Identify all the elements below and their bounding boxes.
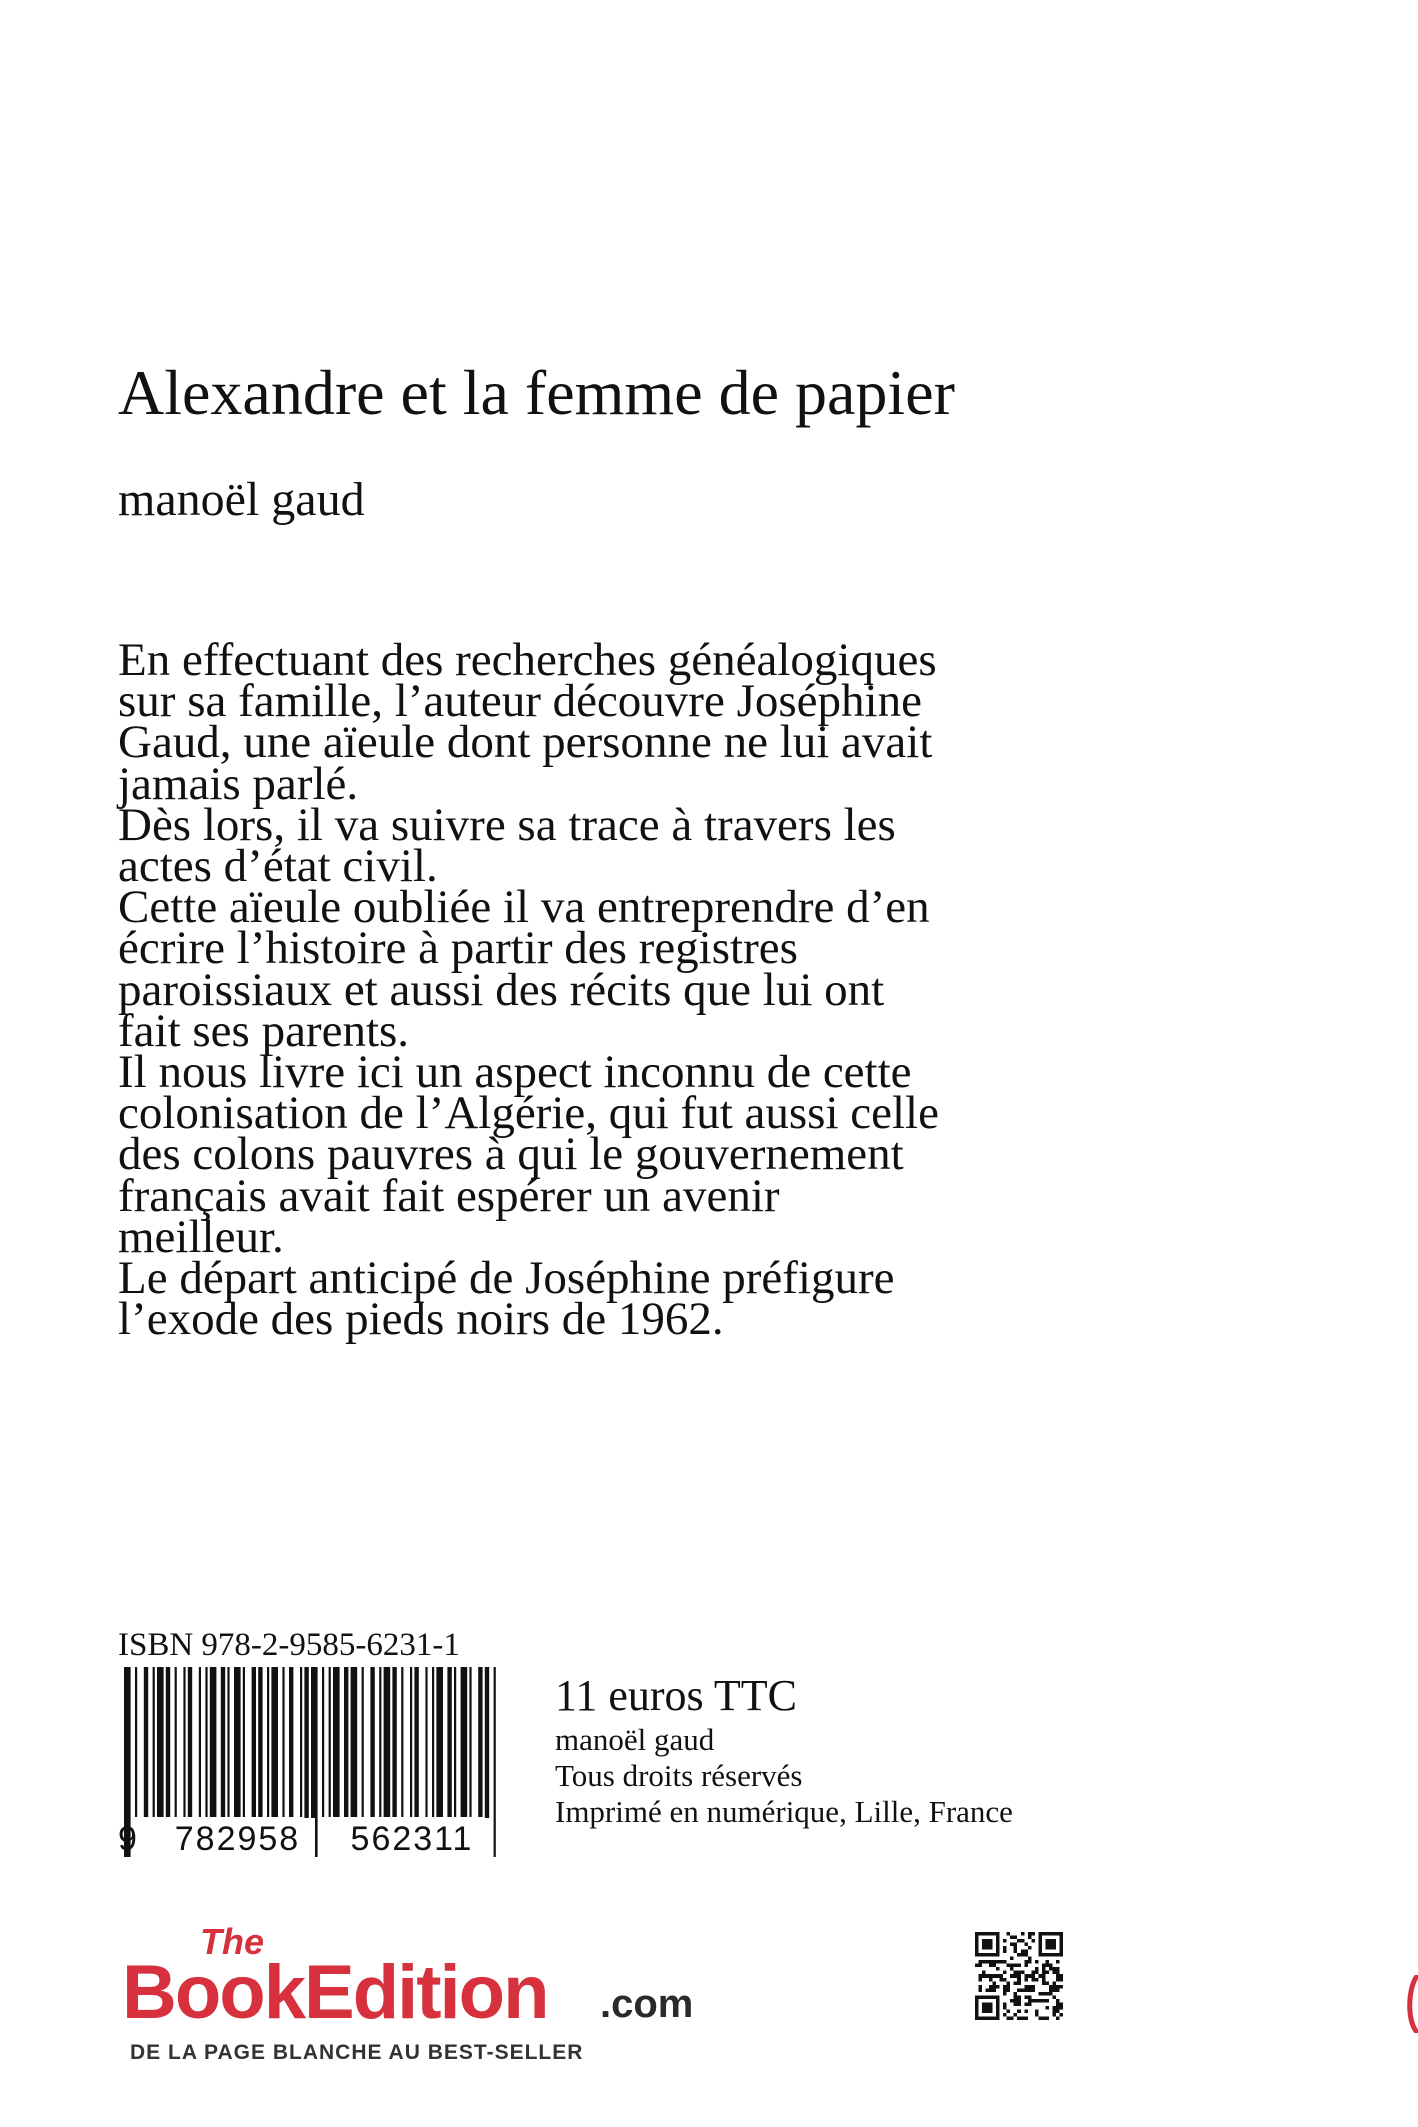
isbn-label: ISBN 978-2-9585-6231-1 [118, 1627, 460, 1663]
edge-mark-icon [1404, 1975, 1418, 2033]
publisher-logo [122, 1922, 722, 2122]
barcode-digit-first: 9 [118, 1820, 137, 1858]
info-author: manoël gaud [555, 1722, 715, 1757]
logo-name: BookEdition [122, 1950, 548, 2035]
blurb-line: Le départ anticipé de Joséphine préfigure [118, 1252, 895, 1305]
blurb-line: Gaud, une aïeule dont personne ne lui avait [118, 716, 933, 769]
blurb-line: Cette aïeule oubliée il va entreprendre d’en [118, 881, 930, 934]
blurb-line: En effectuant des recherches généalogiques [118, 634, 937, 686]
book-title: Alexandre et la femme de papier [118, 357, 955, 428]
blurb-line: Il nous livre ici un aspect inconnu de cette [118, 1046, 912, 1099]
logo-the: The [200, 1921, 265, 1962]
price: 11 euros TTC [555, 1671, 797, 1720]
blurb-line: meilleur. [118, 1210, 284, 1263]
blurb-line: colonisation de l’Algérie, qui fut aussi celle [118, 1087, 939, 1140]
book-author: manoël gaud [118, 473, 365, 526]
blurb-line: jamais parlé. [118, 757, 359, 810]
back-cover-blurb [118, 634, 1118, 1346]
qr-code-icon [975, 1932, 1063, 2020]
rights-notice: Tous droits réservés [555, 1758, 803, 1793]
print-notice: Imprimé en numérique, Lille, France [555, 1794, 1013, 1829]
blurb-line: Dès lors, il va suivre sa trace à travers les [118, 798, 896, 851]
barcode-digits [118, 1818, 498, 1860]
publication-info [555, 1670, 1013, 1830]
blurb-line: actes d’état civil. [118, 840, 438, 893]
blurb-line: écrire l’histoire à partir des registres [118, 922, 798, 975]
logo-domain: .com [600, 1982, 694, 2026]
blurb-line: fait ses parents. [118, 1004, 410, 1057]
barcode-digits-left: 782958 [160, 1818, 315, 1860]
blurb-line: paroissiaux et aussi des récits que lui ont [118, 963, 885, 1016]
blurb-line: l’exode des pieds noirs de 1962. [118, 1293, 724, 1346]
barcode-digits-right: 562311 [332, 1818, 492, 1860]
blurb-line: des colons pauvres à qui le gouvernement [118, 1128, 904, 1181]
blurb-line: sur sa famille, l’auteur découvre Joséphine [118, 675, 922, 728]
logo-tagline: DE LA PAGE BLANCHE AU BEST-SELLER [130, 2041, 584, 2064]
blurb-line: français avait fait espérer un avenir [118, 1169, 780, 1222]
